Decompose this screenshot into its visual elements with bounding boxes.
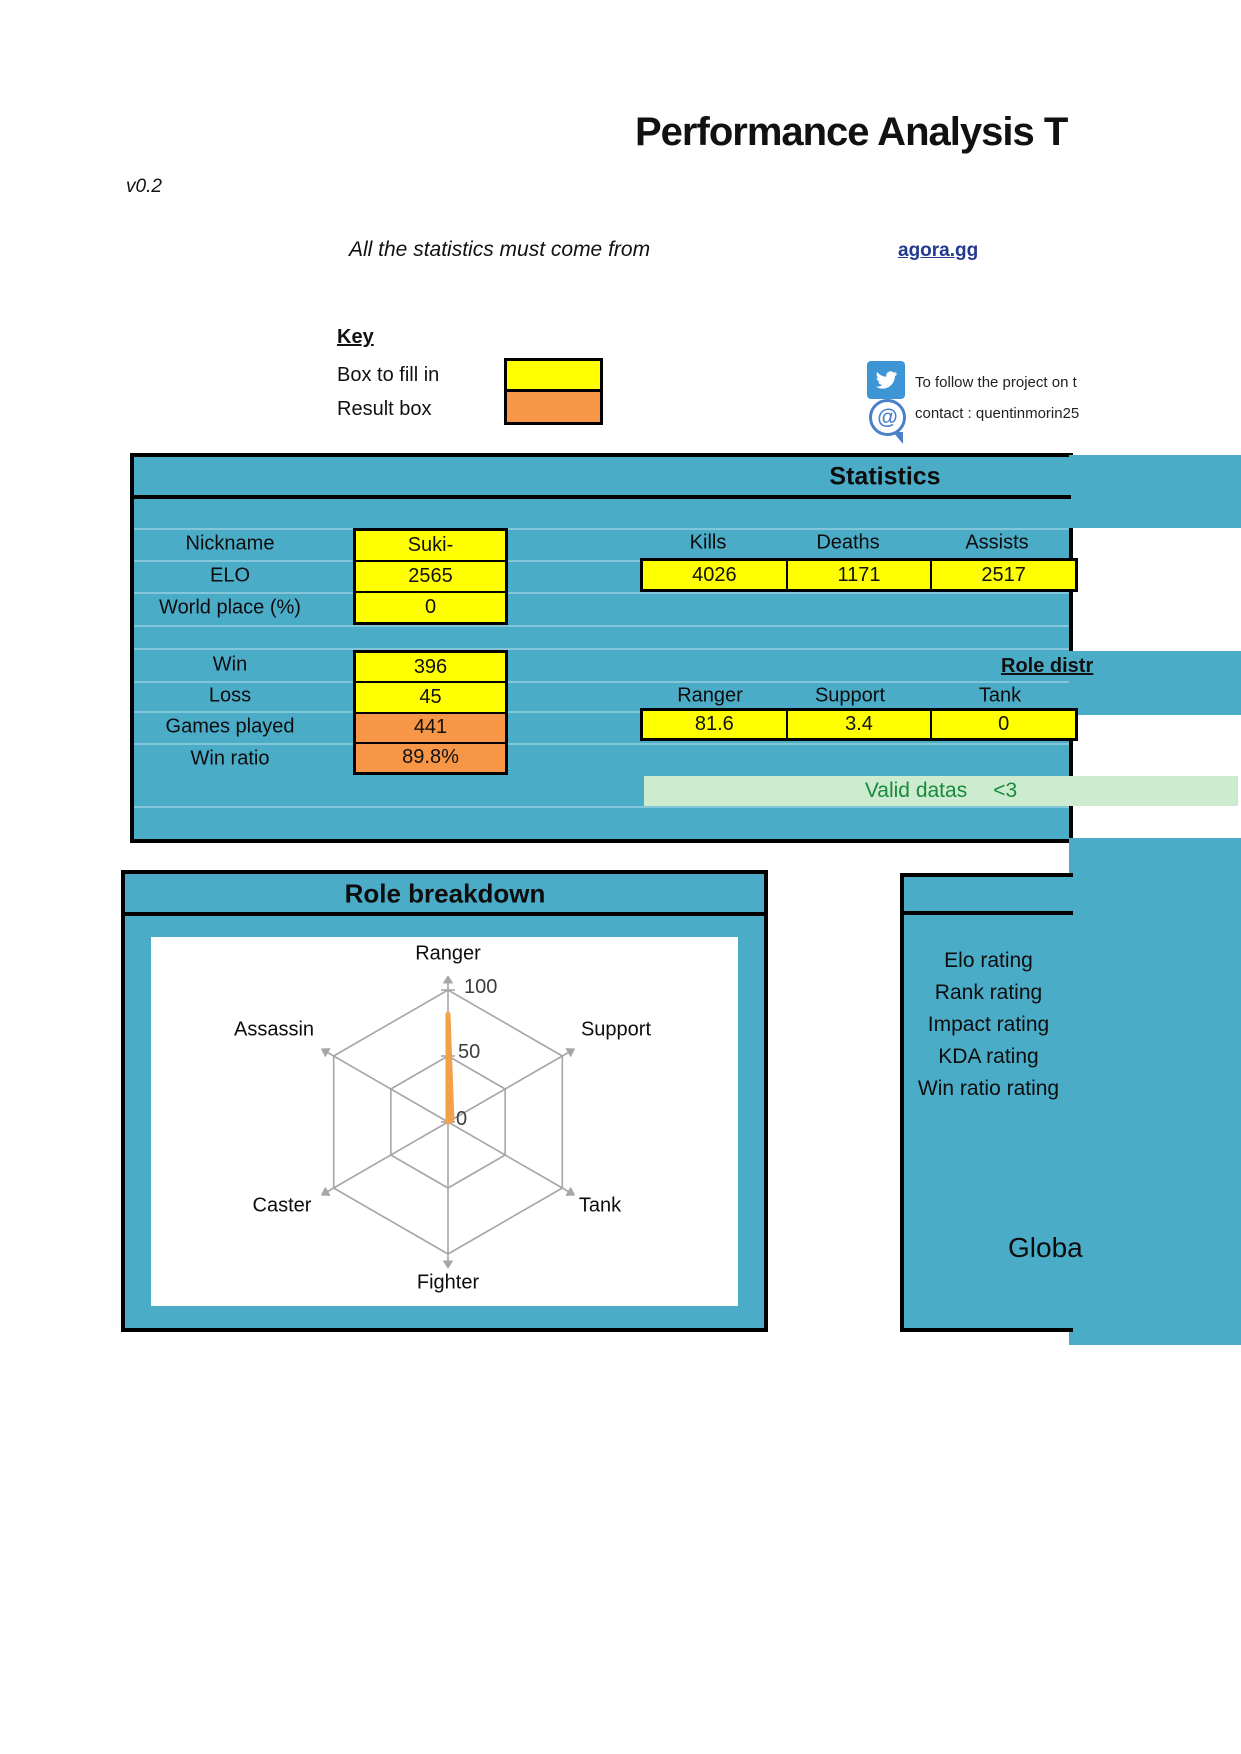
elo-label: ELO [209,564,251,587]
radar-label-tank: Tank [578,1194,622,1217]
elo-input[interactable]: 2565 [356,560,505,591]
world-place-input[interactable]: 0 [356,591,505,622]
row-divider [134,625,1069,627]
deaths-header: Deaths [816,531,880,554]
rating-item-kda: KDA rating [938,1045,1039,1068]
source-note: All the statistics must come from [349,238,651,261]
twitter-bird-glyph [873,367,899,393]
radar-tick-100: 100 [464,976,498,998]
radar-label-caster: Caster [252,1194,312,1217]
assists-header: Assists [965,531,1029,554]
valid-datas-band [644,776,1238,806]
kda-values [640,558,1078,592]
radar-chart-area [151,937,738,1306]
loss-label: Loss [208,684,252,707]
contact-note: contact : quentinmorin25 [915,405,1080,422]
version-label: v0.2 [126,176,162,197]
global-label: Globa [1008,1232,1083,1263]
role-distribution-values [640,708,1078,741]
deaths-input[interactable]: 1171 [786,561,931,589]
radar-label-assassin: Assassin [233,1018,315,1041]
ratings-panel-title-divider [904,911,1073,915]
assists-input[interactable]: 2517 [930,561,1075,589]
row-divider [134,743,1069,745]
win-label: Win [212,653,248,676]
win-ratio-label: Win ratio [190,747,270,770]
record-values [353,650,508,775]
world-place-label: World place (%) [159,596,301,619]
ranger-input[interactable]: 81.6 [643,711,786,738]
role-breakdown-title-divider [123,912,766,916]
nickname-label: Nickname [185,532,275,555]
statistics-title: Statistics [829,462,941,491]
twitter-note: To follow the project on t [915,374,1077,391]
tank-input[interactable]: 0 [930,711,1075,738]
row-divider [134,648,1069,650]
profile-values [353,528,508,625]
rating-item-impact: Impact rating [927,1013,1050,1036]
role-distribution-title: Role distr [1001,655,1094,677]
role-distribution-extension [1069,651,1241,715]
games-played-label: Games played [165,715,295,738]
valid-datas-text: Valid datas [864,779,968,802]
twitter-icon[interactable] [867,361,905,399]
statistics-header-extension [1069,455,1241,528]
rating-item-elo: Elo rating [944,949,1033,972]
radar-chart [151,937,738,1306]
win-input[interactable]: 396 [356,653,505,681]
ratings-panel-extension [1069,838,1241,1345]
ranger-header: Ranger [677,684,743,707]
key-title: Key [337,326,374,348]
page-title: Performance Analysis T [635,110,1068,154]
radar-tick-50: 50 [458,1041,481,1063]
kills-input[interactable]: 4026 [643,561,786,589]
support-header: Support [814,684,886,707]
fill-box-swatch [504,358,603,392]
ratings-list [904,945,1073,1105]
loss-input[interactable]: 45 [356,681,505,711]
key-fill-label: Box to fill in [337,364,440,386]
win-ratio-result: 89.8% [356,742,505,772]
valid-datas-emote: <3 [993,779,1018,802]
radar-label-ranger: Ranger [415,942,481,965]
role-breakdown-title: Role breakdown [344,878,546,909]
support-input[interactable]: 3.4 [786,711,931,738]
radar-label-support: Support [580,1018,652,1041]
tank-header: Tank [978,684,1022,707]
result-box-swatch [504,389,603,425]
games-played-result: 441 [356,712,505,742]
radar-tick-0: 0 [456,1108,468,1130]
row-divider [134,681,1069,683]
nickname-input[interactable]: Suki- [356,531,505,560]
rating-item-win-ratio: Win ratio rating [917,1077,1060,1100]
row-divider [134,592,1069,594]
at-icon-tail [893,432,903,444]
rating-item-rank: Rank rating [934,981,1043,1004]
key-result-label: Result box [337,398,432,420]
agora-link[interactable]: agora.gg [898,240,979,261]
kills-header: Kills [689,531,727,554]
row-divider [134,806,1069,808]
row-divider [134,528,1069,530]
radar-label-fighter: Fighter [416,1271,480,1294]
contact-at-icon[interactable]: @ [869,399,906,436]
statistics-title-divider [132,495,1071,499]
